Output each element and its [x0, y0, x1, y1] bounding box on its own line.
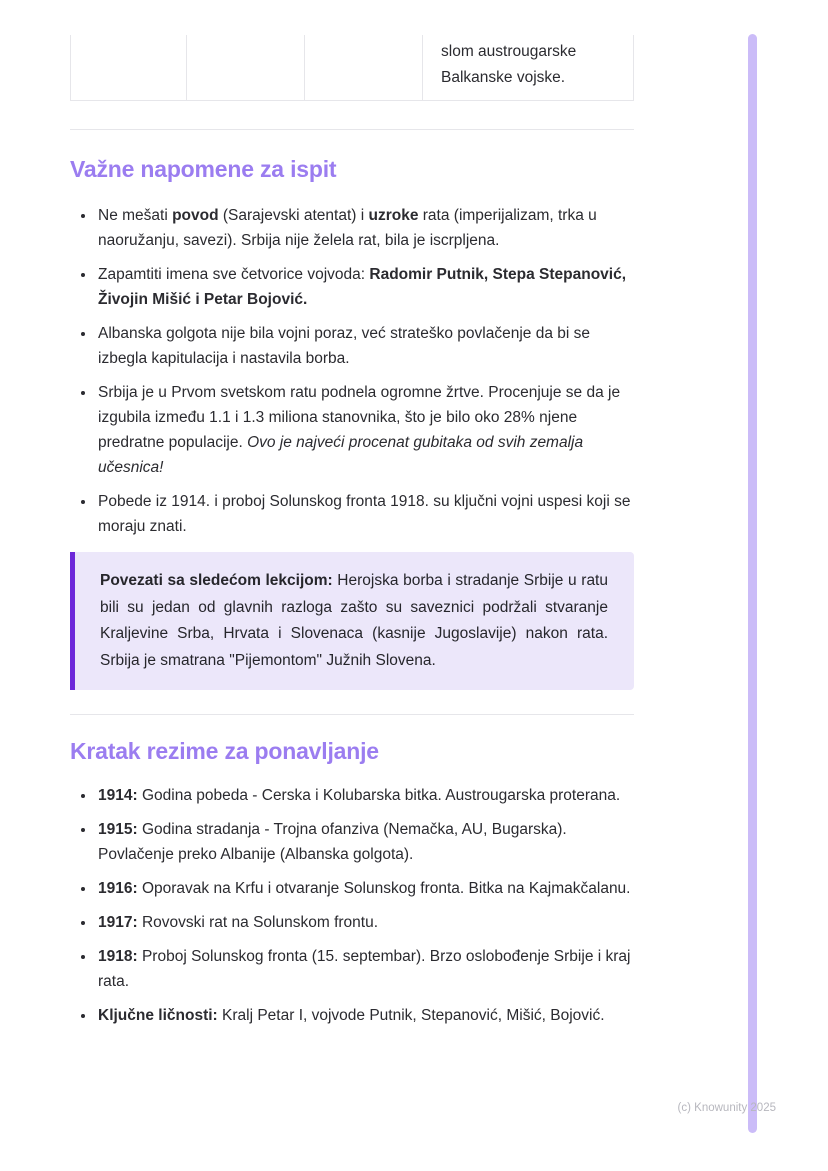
table-fragment	[70, 35, 634, 101]
scrollbar-thumb[interactable]	[748, 34, 757, 1133]
document-content	[70, 0, 634, 1028]
section-title-vazne-napomene: Važne napomene za ispit	[70, 156, 337, 182]
section-divider	[70, 129, 634, 130]
list-item: • 1917: Rovovski rat na Solunskom frontu.	[96, 910, 634, 935]
section-title-kratak-rezime: Kratak rezime za ponavljanje	[70, 738, 379, 764]
bullet-list-napomene	[70, 203, 634, 539]
callout-box: Povezati sa sledećom lekcijom: Herojska borba i stradanje Srbije u ratu bili su jedan od glavnih razloga zašto su saveznici podržali stvaranje Kraljevine Srba, Hrvata i Slovenaca (kasnije Jugoslavije) nakon rata. Srbija je smatrana "Pijemontom" Južnih Slovena.	[70, 552, 634, 690]
list-item: • 1918: Proboj Solunskog fronta (15. septembar). Brzo oslobođenje Srbije i kraj rata.	[96, 944, 634, 994]
table-cell-value: slom austrougarske Balkanske vojske.	[441, 43, 577, 86]
copyright-notice: (c) Knowunity 2025	[677, 1102, 776, 1114]
list-item: • Zapamtiti imena sve četvorice vojvoda: Radomir Putnik, Stepa Stepanović, Živojin Mišić i Petar Bojović.	[96, 262, 634, 312]
list-item: • Srbija je u Prvom svetskom ratu podnela ogromne žrtve. Procenjuje se da je izgubila između 1.1 i 1.3 miliona stanovnika, što je bilo oko 28% njene predratne populacije. Ovo je najveći procenat gubitaka od svih zemalja učesnica!	[96, 380, 634, 480]
list-item: • 1914: Godina pobeda - Cerska i Kolubarska bitka. Austrougarska proterana.	[96, 783, 634, 808]
list-item: • 1915: Godina stradanja - Trojna ofanziva (Nemačka, AU, Bugarska). Povlačenje preko Albanije (Albanska golgota).	[96, 817, 634, 867]
table-cell-text	[422, 35, 634, 100]
section-divider	[70, 714, 634, 715]
list-item: • 1916: Oporavak na Krfu i otvaranje Solunskog fronta. Bitka na Kajmakčalanu.	[96, 876, 634, 901]
table-cell-empty-1	[70, 35, 186, 100]
table-cell-empty-3	[304, 35, 422, 100]
list-item: • Albanska golgota nije bila vojni poraz, već strateško povlačenje da bi se izbegla kapitulacija i nastavila borba.	[96, 321, 634, 371]
list-item: • Pobede iz 1914. i proboj Solunskog fronta 1918. su ključni vojni uspesi koji se moraju znati.	[96, 489, 634, 539]
bullet-list-rezime	[70, 783, 634, 1028]
list-item: • Ne mešati povod (Sarajevski atentat) i uzroke rata (imperijalizam, trka u naoružanju, savezi). Srbija nije želela rat, bila je iscrpljena.	[96, 203, 634, 253]
table-cell-empty-2	[186, 35, 304, 100]
list-item: • Ključne ličnosti: Kralj Petar I, vojvode Putnik, Stepanović, Mišić, Bojović.	[96, 1003, 634, 1028]
